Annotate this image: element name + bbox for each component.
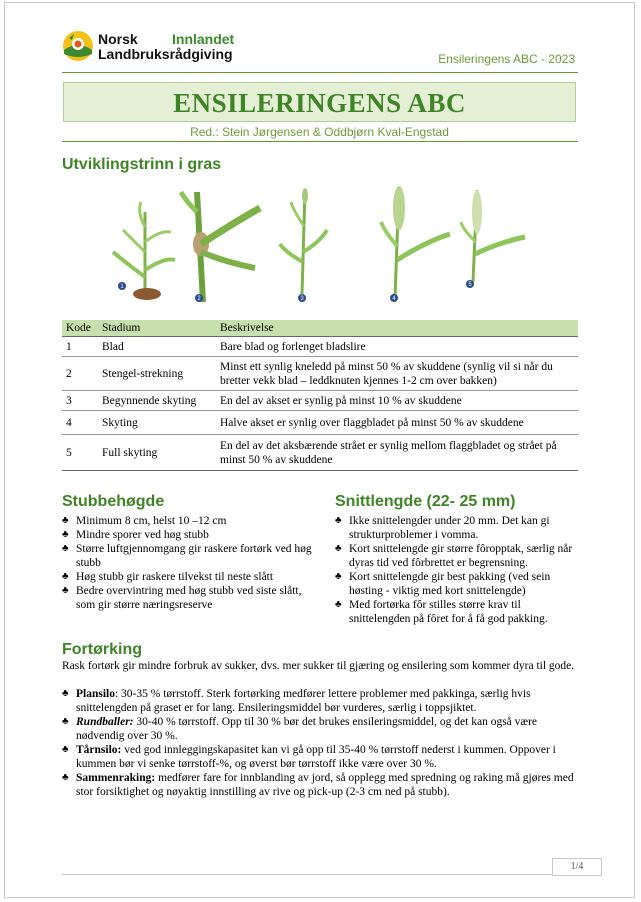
club-bullet-icon: ♣	[62, 529, 69, 540]
list-item: ♣ Større luftgjennomgang gir raskere fortørk ved høg stubb	[62, 543, 312, 569]
cell-stage: Stengel-strekning	[98, 357, 216, 391]
title-divider	[62, 141, 578, 142]
cell-description: Bare blad og forlenget bladslire	[216, 337, 578, 357]
stubble-heading: Stubbehøgde	[62, 493, 165, 510]
club-bullet-icon: ♣	[335, 515, 342, 526]
plant-number-3: 3	[300, 296, 304, 302]
club-bullet-icon: ♣	[62, 515, 69, 526]
cell-code: 3	[62, 391, 98, 411]
table-header-row	[62, 320, 578, 337]
item-text: 30-40 % tørrstoff. Opp til 30 % bør det brukes ensileringsmiddel, og det kan også være nødvendig over 30 %.	[76, 716, 538, 742]
logo-region: Innlandet	[172, 31, 235, 47]
col-stage: Stadium	[98, 320, 216, 337]
cell-code: 1	[62, 337, 98, 357]
club-bullet-icon: ♣	[335, 599, 342, 610]
plant-4-icon	[381, 186, 450, 302]
logo-norsk: Norsk	[98, 31, 138, 47]
list-item: ♣ Mindre sporer ved høg stubb	[62, 529, 209, 541]
plant-number-1: 1	[120, 284, 124, 290]
list-item: ♣ Kort snittelengde gir best pakking (ved sein høsting - viktig med kort snittelengde)	[335, 571, 551, 597]
table-row	[62, 357, 578, 391]
club-bullet-icon: ♣	[62, 585, 69, 596]
plant-number-2: 2	[197, 296, 201, 302]
club-bullet-icon: ♣	[62, 543, 69, 554]
table-row	[62, 411, 578, 435]
page-title: ENSILERINGENS ABC	[173, 88, 466, 118]
cell-description: Minst ett synlig kneledd på minst 50 % av skuddene (synlig vil si når du bretter vekk blad – leddknuten kjennes 1-2 cm over bakken)	[216, 357, 578, 391]
plant-number-5: 5	[468, 282, 472, 288]
club-bullet-icon: ♣	[335, 543, 342, 554]
club-bullet-icon: ♣	[62, 744, 69, 755]
list-item: ♣ Høg stubb gir raskere tilvekst til neste slått	[62, 571, 274, 583]
club-bullet-icon: ♣	[62, 688, 69, 699]
logo	[62, 30, 262, 64]
item-label: Plansilo	[76, 688, 115, 700]
header-divider	[62, 72, 578, 73]
list-item: ♣ Kort snittelengde gir større fôropptak, særlig når dyras tid ved fôrbrettet er begrensning.	[335, 543, 573, 569]
list-item: ♣ Med fortørka fôr stilles større krav til snittelengden på fôret for å få god pakking.	[335, 599, 548, 625]
list-item	[62, 687, 578, 715]
cell-description: En del av akset er synlig på minst 10 % av skuddene	[216, 391, 578, 411]
cell-description: Halve akset er synlig over flaggbladet på minst 50 % av skuddene	[216, 411, 578, 435]
wilting-heading: Fortørking	[62, 641, 142, 658]
table-row	[62, 391, 578, 411]
logo-emblem-icon	[62, 30, 94, 62]
item-label: Tårnsilo:	[76, 744, 122, 756]
cell-stage: Skyting	[98, 411, 216, 435]
cut-length-heading: Snittlengde (22- 25 mm)	[335, 493, 516, 510]
grass-stages-illustration	[105, 182, 535, 310]
col-code: Kode	[62, 320, 98, 337]
list-item	[62, 715, 578, 743]
club-bullet-icon: ♣	[335, 571, 342, 582]
cell-code: 2	[62, 357, 98, 391]
plant-number-4: 4	[392, 296, 396, 302]
item-text: medfører fare for innblanding av jord, så opplegg med spredning og raking må gjøres med stor forsiktighet og nøyaktig innstilling av rive og pick-up (2-3 cm ned på stubb).	[76, 772, 574, 798]
club-bullet-icon: ♣	[62, 571, 69, 582]
table-row	[62, 435, 578, 471]
logo-landbruk: Landbruksrådgiving	[98, 46, 233, 62]
page-number: 1/4	[552, 858, 602, 876]
list-item: ♣ Ikke snittelengder under 20 mm. Det kan gi strukturproblemer i vomma.	[335, 515, 550, 541]
list-item	[62, 771, 578, 799]
cell-stage: Blad	[98, 337, 216, 357]
cell-stage: Full skyting	[98, 435, 216, 471]
plant-2-icon	[181, 192, 260, 302]
plant-3-icon	[280, 188, 327, 302]
item-text: : 30-35 % tørrstoff. Sterk fortørking medfører lettere problemer med pakkinga, særlig hvis snittelengden på graset er for lang. Ensileringsmiddel bør vurderes, særlig i toppsjiktet.	[76, 688, 531, 714]
item-label: Rundballer:	[76, 716, 134, 728]
list-item	[62, 743, 578, 771]
cell-description: En del av det aksbærende strået er synlig mellom flaggbladet og strået på minst 50 % av skuddene	[216, 435, 578, 471]
editors-line: Red.: Stein Jørgensen & Oddbjørn Kval-Engstad	[190, 125, 449, 139]
cut-length-list	[335, 514, 579, 626]
growth-stage-table	[62, 320, 578, 471]
table-row	[62, 337, 578, 357]
list-item: ♣ Minimum 8 cm, helst 10 –12 cm	[62, 515, 227, 527]
item-label: Sammenraking:	[76, 772, 156, 784]
list-item: ♣ Bedre overvintring med høg stubb ved siste slått, som gir større næringsreserve	[62, 585, 302, 611]
wilting-intro: Rask fortørk gir mindre forbruk av sukker, dvs. mer sukker til gjæring og ensilering som kommer dyra til gode.	[62, 660, 575, 672]
title-banner	[63, 82, 576, 122]
plant-5-icon	[461, 190, 525, 288]
stubble-list	[62, 514, 312, 612]
club-bullet-icon: ♣	[62, 716, 69, 727]
cell-stage: Begynnende skyting	[98, 391, 216, 411]
document-tag: Ensileringens ABC - 2023	[438, 52, 575, 66]
col-description: Beskrivelse	[216, 320, 578, 337]
wilting-list	[62, 687, 578, 799]
cell-code: 5	[62, 435, 98, 471]
club-bullet-icon: ♣	[62, 772, 69, 783]
footer-divider	[62, 874, 552, 875]
cell-code: 4	[62, 411, 98, 435]
item-text: ved god innleggingskapasitet kan vi gå opp til 35-40 % tørrstoff nederst i kummen. Oppover i kummen bør vi senke tørrstoff-%, og øverst bør tørrstoff ikke være over 30 %.	[76, 744, 556, 770]
growth-heading: Utviklingstrinn i gras	[62, 156, 222, 173]
